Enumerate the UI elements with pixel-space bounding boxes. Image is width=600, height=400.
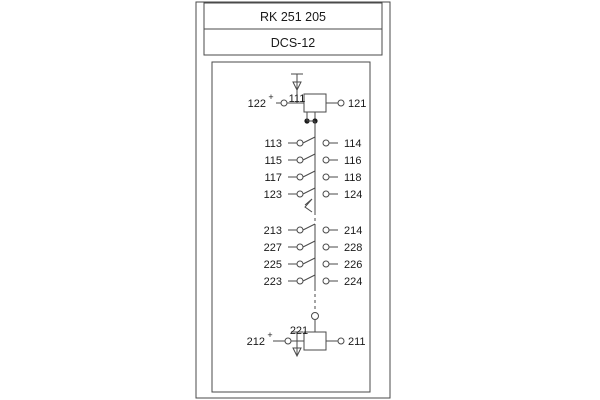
contact-l1-left-label: 213 [263, 225, 282, 237]
coil-top-right-terminal [338, 100, 344, 106]
coil-bottom-right-label: 211 [348, 336, 366, 348]
coil-top-left-label: 122 [247, 98, 266, 110]
contact-l1-right-label: 214 [344, 225, 363, 237]
contact-u1-right-terminal [323, 140, 329, 146]
coil-top-label: 111 [288, 93, 306, 105]
contact-l3-left-terminal [297, 261, 303, 267]
coil-bottom-right-terminal [338, 338, 344, 344]
contact-l4-right-terminal [323, 278, 329, 284]
page-title: RK 251 205 [259, 10, 327, 24]
contact-l1-left-terminal [297, 227, 303, 233]
lower-link-pivot [312, 313, 319, 320]
coil-top-right-label: 121 [348, 98, 367, 110]
contact-u4-right-label: 124 [344, 189, 363, 201]
contact-u1-left-label: 113 [264, 138, 282, 150]
contact-u4-left-terminal [297, 191, 303, 197]
page-subtitle: DCS-12 [270, 36, 316, 50]
contact-u2-right-label: 116 [344, 155, 362, 167]
coil-top-left-terminal [281, 100, 287, 106]
contact-u2-blade [303, 154, 315, 160]
contact-u1-blade [303, 137, 315, 143]
upper-linkage-zigzag [305, 199, 312, 212]
contact-l2-blade [303, 241, 315, 247]
contact-u4-left-label: 123 [263, 189, 282, 201]
contact-l2-left-terminal [297, 244, 303, 250]
contact-u1-right-label: 114 [344, 138, 362, 150]
coil-bottom-label: 221 [289, 325, 309, 337]
contact-l2-left-label: 227 [263, 242, 282, 254]
coil-bottom-left-terminal [285, 338, 291, 344]
coil-bottom-polarity: + [267, 330, 273, 340]
coil-bottom-left-label: 212 [246, 336, 265, 348]
contact-u3-right-label: 118 [344, 172, 362, 184]
contact-l2-right-terminal [323, 244, 329, 250]
coil-top-polarity: + [268, 92, 274, 102]
contact-l3-right-label: 226 [344, 259, 363, 271]
coil-top-body [304, 94, 326, 112]
contact-u4-blade [303, 188, 315, 194]
contact-u3-left-label: 117 [264, 172, 282, 184]
contact-l3-right-terminal [323, 261, 329, 267]
contact-l1-right-terminal [323, 227, 329, 233]
contact-l3-blade [303, 258, 315, 264]
contact-u4-right-terminal [323, 191, 329, 197]
contact-l1-blade [303, 224, 315, 230]
contact-l4-right-label: 224 [344, 276, 363, 288]
contact-u1-left-terminal [297, 140, 303, 146]
contact-l3-left-label: 225 [263, 259, 282, 271]
contact-l2-right-label: 228 [344, 242, 363, 254]
contact-u2-right-terminal [323, 157, 329, 163]
contact-u2-left-terminal [297, 157, 303, 163]
contact-u3-right-terminal [323, 174, 329, 180]
contact-u2-left-label: 115 [264, 155, 282, 167]
contact-u3-left-terminal [297, 174, 303, 180]
contact-l4-blade [303, 275, 315, 281]
contact-u3-blade [303, 171, 315, 177]
contact-l4-left-label: 223 [263, 276, 282, 288]
contact-l4-left-terminal [297, 278, 303, 284]
